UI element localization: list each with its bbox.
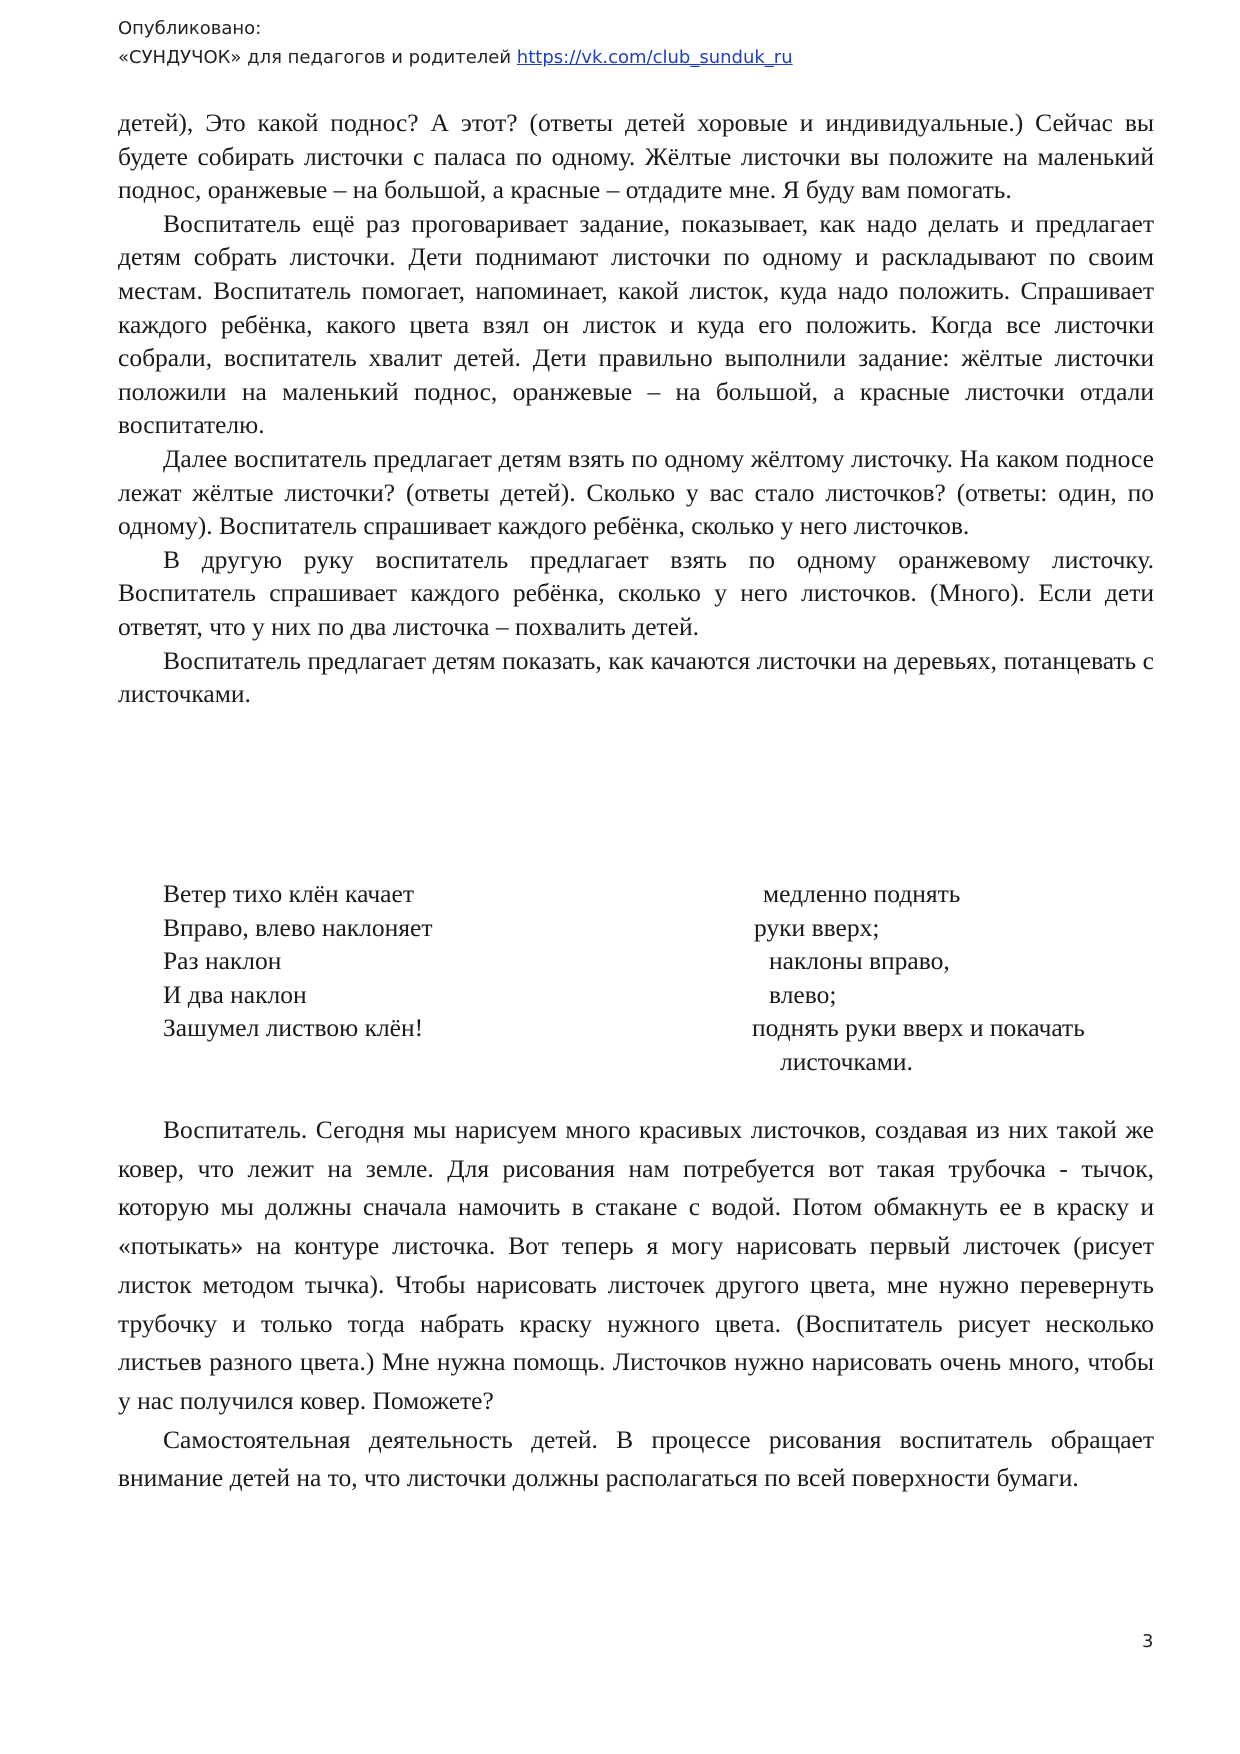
poem-action: листочками. (780, 1046, 913, 1076)
poem-text: Раз наклон (163, 946, 282, 976)
poem-line (118, 911, 1154, 945)
poem-text: Вправо, влево наклоняет (163, 912, 433, 942)
poem-line (118, 1045, 1154, 1079)
poem-line (118, 944, 1154, 978)
paragraph: В другую руку воспитатель предлагает взять по одному оранжевому листочку. Воспитатель спрашивает каждого ребёнка, сколько у него листочков. (Много). Если дети ответят, что у них по два листочка – похвалить детей. (118, 544, 1154, 641)
header-source-text: «СУНДУЧОК» для педагогов и родителей (118, 47, 517, 68)
poem-block (118, 877, 1154, 1079)
poem-line (118, 1011, 1154, 1045)
text-block-top (118, 106, 1154, 711)
paragraph: Воспитатель. Сегодня мы нарисуем много красивых листочков, создавая из них такой же ковер, что лежит на земле. Для рисования нам потребуется вот такая трубочка - тычок, которую мы должны сначала намочить в стакане с водой. Потом обмакнуть ее в краску и «потыкать» на контуре листочка. Вот теперь я могу нарисовать первый листочек (рисует листок методом тычка). Чтобы нарисовать листочек другого цвета, мне нужно перевернуть трубочку и только тогда набрать краску нужного цвета. (Воспитатель рисует несколько листьев разного цвета.) Мне нужна помощь. Листочков нужно нарисовать очень много, чтобы у нас получился ковер. Поможете? (118, 1115, 1154, 1415)
poem-line (118, 978, 1154, 1012)
paragraph: детей), Это какой поднос? А этот? (ответы детей хоровые и индивидуальные.) Сейчас вы будете собирать листочки с паласа по одному. Жёлтые листочки вы положите на маленький поднос, оранжевые – на большой, а красные – отдадите мне. Я буду вам помогать. (118, 108, 1154, 205)
page-number: 3 (1142, 1631, 1154, 1652)
poem-action: медленно поднять (763, 879, 961, 908)
poem-action: влево; (769, 979, 837, 1009)
poem-text: Ветер тихо клён качает (163, 879, 414, 908)
paragraph: Далее воспитатель предлагает детям взять по одному жёлтому листочку. На каком подносе лежат жёлтые листочки? (ответы детей). Сколько у вас стало листочков? (ответы: один, по одному). Воспитатель спрашивает каждого ребёнка, сколько у него листочков. (118, 443, 1154, 541)
paragraph: Воспитатель ещё раз проговаривает задание, показывает, как надо делать и предлагает детям собрать листочки. Дети поднимают листочки по одному и раскладывают по своим местам. Воспитатель помогает, напоминает, какой листок, куда надо положить. Спрашивает каждого ребёнка, какого цвета взял он листок и куда его положить. Когда все листочки собрали, воспитатель хвалит детей. Дети правильно выполнили задание: жёлтые листочки положили на маленький поднос, оранжевые – на большой, а красные листочки отдали воспитателю. (118, 208, 1154, 440)
paragraph: Самостоятельная деятельность детей. В процессе рисования воспитатель обращает внимание детей на то, что листочки должны располагаться по всей поверхности бумаги. (118, 1424, 1154, 1493)
poem-line (118, 877, 1154, 911)
poem-text: И два наклон (163, 979, 307, 1009)
text-block-bottom (118, 1111, 1154, 1498)
paragraph: Воспитатель предлагает детям показать, как качаются листочки на деревьях, потанцевать с листочками. (118, 645, 1154, 709)
poem-action: поднять руки вверх и покачать (752, 1013, 1085, 1043)
header-source-line (118, 43, 793, 72)
poem-text: Зашумел листвою клён! (163, 1013, 424, 1043)
vk-club-link[interactable]: https://vk.com/club_sunduk_ru (516, 47, 793, 68)
header-published-label: Опубликовано: (118, 18, 262, 39)
publication-header (118, 14, 793, 72)
poem-action: наклоны вправо, (769, 946, 950, 976)
poem-action: руки вверх; (754, 912, 880, 942)
